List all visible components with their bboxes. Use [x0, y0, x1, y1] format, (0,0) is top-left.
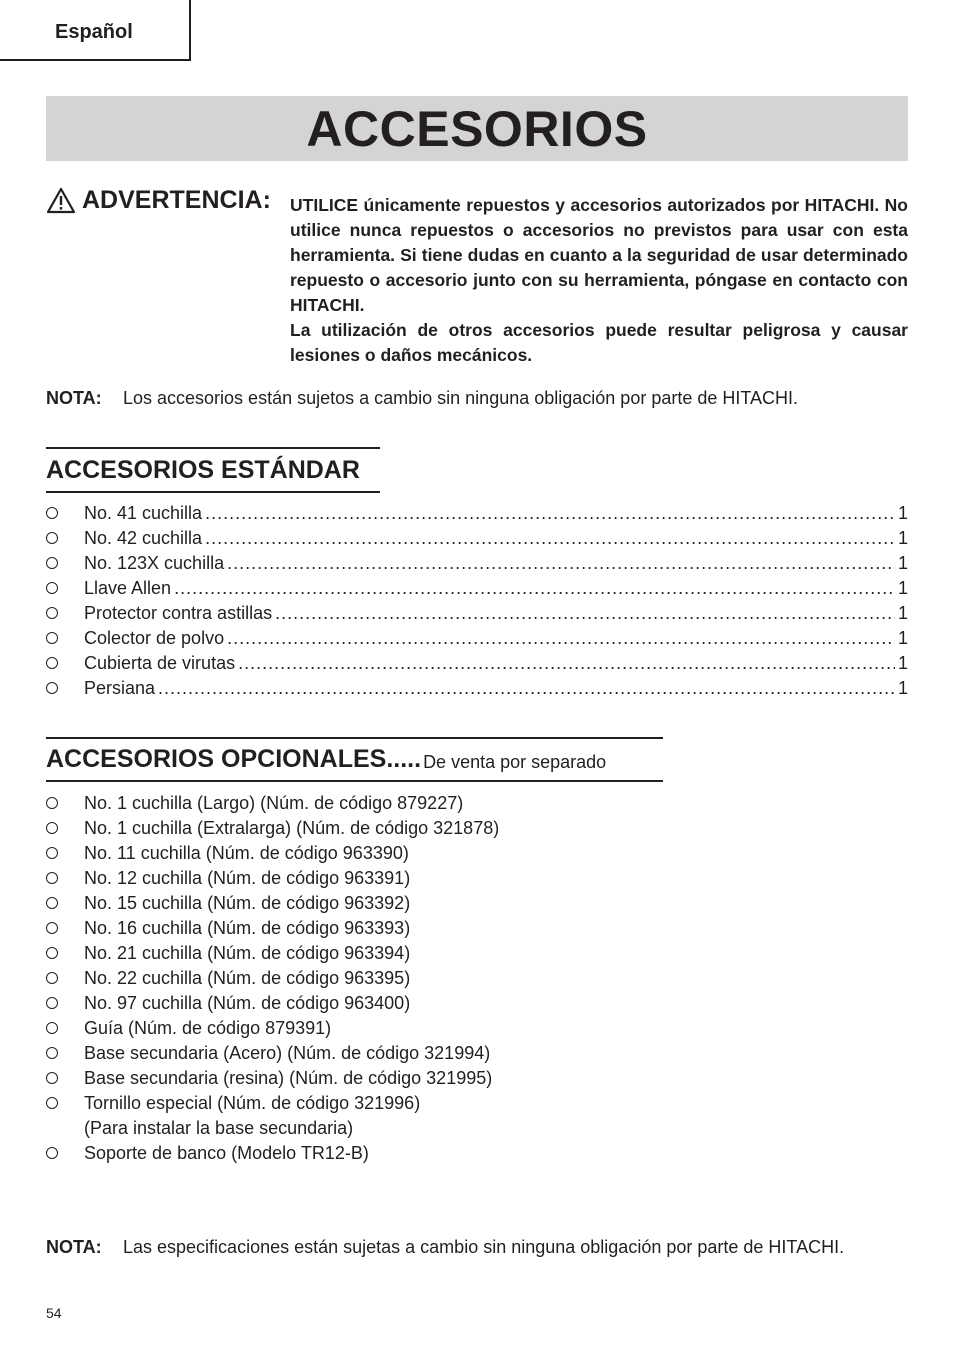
item-quantity: 1	[897, 578, 908, 598]
list-item	[46, 651, 908, 676]
warning-heading	[46, 186, 271, 215]
circle-bullet-icon	[46, 607, 58, 619]
list-item	[46, 1066, 746, 1091]
list-item	[46, 676, 908, 701]
circle-bullet-icon	[46, 532, 58, 544]
circle-bullet-icon	[46, 872, 58, 884]
note-text: Las especificaciones están sujetas a cambio sin ninguna obligación por parte de HITACHI.	[123, 1237, 845, 1257]
note-label: NOTA:	[46, 388, 102, 408]
language-tab	[0, 0, 191, 61]
item-text: No. 21 cuchilla (Núm. de código 963394)	[84, 943, 411, 963]
circle-bullet-icon	[46, 972, 58, 984]
list-item	[46, 1016, 746, 1041]
item-text: No. 22 cuchilla (Núm. de código 963395)	[84, 968, 411, 988]
circle-bullet-icon	[46, 997, 58, 1009]
list-item	[46, 991, 746, 1016]
dot-leader	[205, 526, 895, 551]
dot-leader	[158, 676, 895, 701]
circle-bullet-icon	[46, 822, 58, 834]
list-item	[46, 966, 746, 991]
item-text: No. 12 cuchilla (Núm. de código 963391)	[84, 868, 411, 888]
item-text: No. 97 cuchilla (Núm. de código 963400)	[84, 993, 411, 1013]
circle-bullet-icon	[46, 507, 58, 519]
optional-accessories-list	[46, 791, 746, 1166]
note-text: Los accesorios están sujetos a cambio sin ninguna obligación por parte de HITACHI.	[123, 388, 799, 408]
item-name: No. 123X cuchilla	[84, 553, 225, 573]
item-text: No. 15 cuchilla (Núm. de código 963392)	[84, 893, 411, 913]
item-name: Protector contra astillas	[84, 603, 273, 623]
list-item	[46, 891, 746, 916]
standard-accessories-list	[46, 501, 908, 701]
circle-bullet-icon	[46, 847, 58, 859]
dot-leader	[275, 601, 895, 626]
circle-bullet-icon	[46, 897, 58, 909]
item-quantity: 1	[897, 553, 908, 573]
list-item	[46, 551, 908, 576]
circle-bullet-icon	[46, 557, 58, 569]
item-quantity: 1	[897, 653, 908, 673]
warning-paragraph-1: UTILICE únicamente repuestos y accesorios autorizados por HITACHI. No utilice nunca repuestos o accesorios no previstos para usar con esta herramienta. Si tiene dudas en cuanto a la seguridad de usar determinado repuesto o accesorio junto con su herramienta, póngase en contacto con HITACHI.	[290, 195, 908, 315]
list-item	[46, 601, 908, 626]
list-item	[46, 576, 908, 601]
item-quantity: 1	[897, 678, 908, 698]
list-item	[46, 941, 746, 966]
note-top	[46, 386, 908, 411]
item-subline: (Para instalar la base secundaria)	[84, 1118, 354, 1138]
warning-paragraph-2: La utilización de otros accesorios puede resultar peligrosa y causar lesiones o daños mecánicos.	[290, 320, 908, 365]
item-text: Tornillo especial (Núm. de código 321996)	[84, 1093, 421, 1113]
list-item	[46, 916, 746, 941]
list-item	[46, 791, 746, 816]
optional-accessories-heading	[46, 737, 663, 782]
page-title-bar	[46, 96, 908, 161]
circle-bullet-icon	[46, 947, 58, 959]
list-item	[46, 1091, 746, 1141]
list-item	[46, 526, 908, 551]
warning-label: ADVERTENCIA:	[82, 186, 271, 214]
circle-bullet-icon	[46, 1097, 58, 1109]
list-item	[46, 1141, 746, 1166]
item-text: Guía (Núm. de código 879391)	[84, 1018, 332, 1038]
item-quantity: 1	[897, 628, 908, 648]
circle-bullet-icon	[46, 1072, 58, 1084]
circle-bullet-icon	[46, 1047, 58, 1059]
optional-accessories-title: ACCESORIOS OPCIONALES.....	[46, 745, 422, 773]
item-name: Llave Allen	[84, 578, 172, 598]
circle-bullet-icon	[46, 1147, 58, 1159]
standard-accessories-heading	[46, 447, 380, 493]
list-item	[46, 841, 746, 866]
warning-text	[290, 193, 908, 368]
dot-leader	[174, 576, 895, 601]
dot-leader	[227, 551, 895, 576]
item-quantity: 1	[897, 528, 908, 548]
item-name: No. 42 cuchilla	[84, 528, 203, 548]
warning-triangle-icon	[46, 187, 76, 214]
item-name: Persiana	[84, 678, 156, 698]
circle-bullet-icon	[46, 797, 58, 809]
note-label: NOTA:	[46, 1237, 102, 1257]
item-name: Cubierta de virutas	[84, 653, 236, 673]
dot-leader	[227, 626, 895, 651]
standard-accessories-title: ACCESORIOS ESTÁNDAR	[46, 455, 360, 484]
note-bottom	[46, 1235, 908, 1260]
item-quantity: 1	[897, 503, 908, 523]
item-text: Soporte de banco (Modelo TR12-B)	[84, 1143, 369, 1163]
circle-bullet-icon	[46, 682, 58, 694]
circle-bullet-icon	[46, 1022, 58, 1034]
item-text: No. 16 cuchilla (Núm. de código 963393)	[84, 918, 411, 938]
circle-bullet-icon	[46, 582, 58, 594]
item-text: Base secundaria (Acero) (Núm. de código 321994)	[84, 1043, 491, 1063]
page-title: ACCESORIOS	[306, 100, 648, 157]
item-quantity: 1	[897, 603, 908, 623]
circle-bullet-icon	[46, 632, 58, 644]
item-name: Colector de polvo	[84, 628, 225, 648]
item-text: Base secundaria (resina) (Núm. de código 321995)	[84, 1068, 493, 1088]
list-item	[46, 866, 746, 891]
list-item	[46, 501, 908, 526]
circle-bullet-icon	[46, 922, 58, 934]
item-text: No. 1 cuchilla (Extralarga) (Núm. de código 321878)	[84, 818, 500, 838]
page-number: 54	[46, 1305, 62, 1321]
item-text: No. 11 cuchilla (Núm. de código 963390)	[84, 843, 409, 863]
item-name: No. 41 cuchilla	[84, 503, 203, 523]
list-item	[46, 816, 746, 841]
item-text: No. 1 cuchilla (Largo) (Núm. de código 879227)	[84, 793, 464, 813]
list-item	[46, 1041, 746, 1066]
circle-bullet-icon	[46, 657, 58, 669]
dot-leader	[205, 501, 895, 526]
dot-leader	[238, 651, 895, 676]
list-item	[46, 626, 908, 651]
optional-accessories-subtitle: De venta por separado	[423, 752, 607, 772]
language-label: Español	[55, 21, 133, 43]
